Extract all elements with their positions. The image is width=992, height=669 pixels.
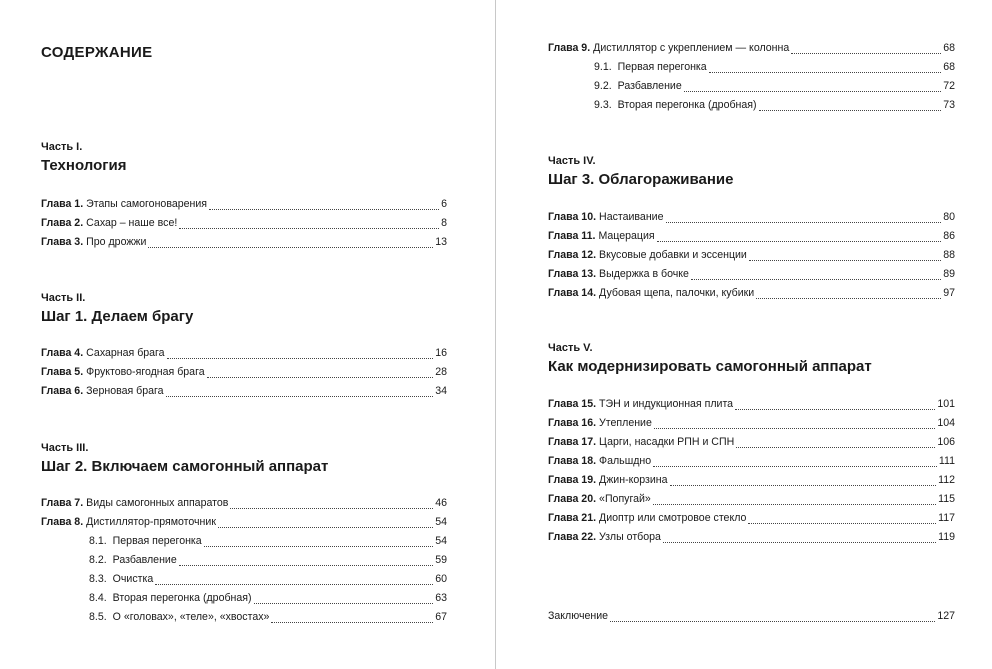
section-number: 8.3. <box>89 573 107 585</box>
entry-title: ТЭН и индукционная плита <box>599 398 734 410</box>
entry-title: Дистиллятор-прямоточник <box>86 516 216 528</box>
page-number: 28 <box>435 366 447 378</box>
dot-leader <box>657 241 942 242</box>
chapter-number: Глава 12. <box>548 249 597 261</box>
section-number: 9.2. <box>594 80 612 92</box>
entry-title: Зерновая брага <box>86 385 164 397</box>
page-number: 104 <box>937 417 955 429</box>
toc-entry[interactable] <box>548 455 955 471</box>
toc-entry[interactable] <box>41 198 447 214</box>
entry-title: Первая перегонка <box>112 535 202 547</box>
dot-leader <box>179 565 433 566</box>
dot-leader <box>230 508 433 509</box>
chapter-number: Глава 15. <box>548 398 597 410</box>
page-number: 54 <box>435 516 447 528</box>
toc-subentry[interactable] <box>89 573 447 589</box>
entry-title: Разбавление <box>112 554 177 566</box>
dot-leader <box>654 428 935 429</box>
page-number: 67 <box>435 611 447 623</box>
dot-leader <box>166 396 434 397</box>
toc-entry[interactable] <box>41 236 447 252</box>
dot-leader <box>207 377 434 378</box>
page-number: 73 <box>943 99 955 111</box>
dot-leader <box>254 603 434 604</box>
toc-entry[interactable] <box>548 42 955 58</box>
toc-entry[interactable] <box>548 230 955 246</box>
dot-leader <box>670 485 937 486</box>
dot-leader <box>791 53 941 54</box>
entry-title: Царги, насадки РПН и СПН <box>599 436 735 448</box>
chapter-number: Глава 10. <box>548 211 597 223</box>
part-label: Часть II. <box>41 292 86 304</box>
entry-title: Фальшдно <box>599 455 652 467</box>
toc-entry[interactable] <box>41 497 447 513</box>
dot-leader <box>749 260 941 261</box>
page-number: 68 <box>943 42 955 54</box>
dot-leader <box>709 72 942 73</box>
page-number: 119 <box>938 531 955 543</box>
part-label: Часть IV. <box>548 155 596 167</box>
entry-title: Мацерация <box>598 230 655 242</box>
entry-title: Заключение <box>548 610 609 622</box>
toc-entry[interactable] <box>41 516 447 532</box>
part-header <box>41 292 193 326</box>
entry-title: Очистка <box>112 573 154 585</box>
toc-subentry[interactable] <box>594 80 955 96</box>
entry-title: Фруктово-ягодная брага <box>86 366 205 378</box>
dot-leader <box>204 546 434 547</box>
dot-leader <box>610 621 935 622</box>
dot-leader <box>756 298 941 299</box>
dot-leader <box>663 542 936 543</box>
entry-title: Джин-корзина <box>599 474 668 486</box>
section-number: 9.3. <box>594 99 612 111</box>
entry-title: Сахарная брага <box>86 347 165 359</box>
section-number: 8.4. <box>89 592 107 604</box>
entry-title: Первая перегонка <box>617 61 707 73</box>
entry-title: Дистиллятор с укреплением — колонна <box>593 42 790 54</box>
toc-subentry[interactable] <box>594 99 955 115</box>
page-number: 127 <box>937 610 955 622</box>
toc-entry[interactable] <box>548 512 955 528</box>
page-number: 112 <box>938 474 955 486</box>
chapter-number: Глава 6. <box>41 385 84 397</box>
chapter-number: Глава 22. <box>548 531 597 543</box>
chapter-number: Глава 21. <box>548 512 597 524</box>
part-header <box>41 442 328 476</box>
chapter-number: Глава 8. <box>41 516 84 528</box>
toc-entry-conclusion[interactable] <box>548 610 955 626</box>
toc-entry[interactable] <box>548 249 955 265</box>
section-number: 9.1. <box>594 61 612 73</box>
chapter-number: Глава 1. <box>41 198 84 210</box>
dot-leader <box>684 91 941 92</box>
part-label: Часть V. <box>548 342 593 354</box>
entry-title: Дубовая щепа, палочки, кубики <box>599 287 755 299</box>
toc-entry[interactable] <box>41 366 447 382</box>
chapter-number: Глава 2. <box>41 217 84 229</box>
toc-entry[interactable] <box>41 217 447 233</box>
chapter-number: Глава 20. <box>548 493 597 505</box>
dot-leader <box>155 584 433 585</box>
page-spine <box>495 0 496 669</box>
dot-leader <box>218 527 433 528</box>
dot-leader <box>179 228 439 229</box>
dot-leader <box>748 523 936 524</box>
page-number: 46 <box>435 497 447 509</box>
part-header <box>548 342 872 376</box>
page-number: 86 <box>943 230 955 242</box>
page-number: 88 <box>943 249 955 261</box>
dot-leader <box>691 279 941 280</box>
page-number: 106 <box>937 436 955 448</box>
chapter-number: Глава 9. <box>548 42 591 54</box>
chapter-number: Глава 3. <box>41 236 84 248</box>
part-title: Как модернизировать самогонный аппарат <box>548 358 872 375</box>
toc-entry[interactable] <box>548 417 955 433</box>
entry-title: Разбавление <box>617 80 682 92</box>
part-label: Часть I. <box>41 141 83 153</box>
page-number: 54 <box>435 535 447 547</box>
chapter-number: Глава 4. <box>41 347 84 359</box>
toc-entry[interactable] <box>41 347 447 363</box>
part-title: Технология <box>41 157 127 174</box>
toc-entry[interactable] <box>548 268 955 284</box>
chapter-number: Глава 16. <box>548 417 597 429</box>
toc-entry[interactable] <box>41 385 447 401</box>
toc-entry[interactable] <box>548 474 955 490</box>
dot-leader <box>653 504 936 505</box>
page-number: 68 <box>943 61 955 73</box>
page-number: 13 <box>435 236 447 248</box>
entry-title: Вторая перегонка (дробная) <box>617 99 757 111</box>
part-header <box>548 155 734 189</box>
part-title: Шаг 2. Включаем самогонный аппарат <box>41 458 329 475</box>
part-header <box>41 141 126 175</box>
entry-title: Вторая перегонка (дробная) <box>112 592 252 604</box>
chapter-number: Глава 17. <box>548 436 597 448</box>
dot-leader <box>666 222 942 223</box>
toc-subentry[interactable] <box>594 61 955 77</box>
page-number: 63 <box>435 592 447 604</box>
entry-title: Настаивание <box>599 211 664 223</box>
dot-leader <box>148 247 433 248</box>
section-number: 8.1. <box>89 535 107 547</box>
chapter-number: Глава 5. <box>41 366 84 378</box>
dot-leader <box>735 409 935 410</box>
page-number: 111 <box>938 455 955 467</box>
entry-title: Вкусовые добавки и эссенции <box>599 249 747 261</box>
entry-title: Этапы самогоноварения <box>86 198 208 210</box>
toc-title: СОДЕРЖАНИЕ <box>41 44 153 61</box>
chapter-number: Глава 11. <box>548 230 596 242</box>
toc-entry[interactable] <box>548 531 955 547</box>
section-number: 8.2. <box>89 554 107 566</box>
dot-leader <box>736 447 935 448</box>
dot-leader <box>759 110 942 111</box>
section-number: 8.5. <box>89 611 107 623</box>
page-number: 60 <box>435 573 447 585</box>
entry-title: Узлы отбора <box>599 531 661 543</box>
page-number: 6 <box>441 198 447 210</box>
page-number: 80 <box>943 211 955 223</box>
part-title: Шаг 3. Облагораживание <box>548 171 734 188</box>
dot-leader <box>209 209 439 210</box>
entry-title: О «головах», «теле», «хвостах» <box>112 611 270 623</box>
entry-title: Выдержка в бочке <box>599 268 689 280</box>
toc-entry[interactable] <box>548 398 955 414</box>
chapter-number: Глава 14. <box>548 287 597 299</box>
page-number: 101 <box>937 398 955 410</box>
chapter-number: Глава 19. <box>548 474 597 486</box>
chapter-number: Глава 13. <box>548 268 597 280</box>
toc-entry[interactable] <box>548 211 955 227</box>
page-number: 115 <box>938 493 955 505</box>
entry-title: Сахар – наше все! <box>86 217 178 229</box>
entry-title: Про дрожжи <box>86 236 147 248</box>
page-number: 72 <box>943 80 955 92</box>
page-number: 8 <box>441 217 447 229</box>
toc-entry[interactable] <box>548 493 955 509</box>
page-number: 16 <box>435 347 447 359</box>
entry-title: Диоптр или смотровое стекло <box>599 512 747 524</box>
page-number: 97 <box>943 287 955 299</box>
entry-title: «Попугай» <box>599 493 651 505</box>
entry-title: Виды самогонных аппаратов <box>86 497 229 509</box>
toc-entry[interactable] <box>548 287 955 303</box>
chapter-number: Глава 18. <box>548 455 597 467</box>
dot-leader <box>653 466 937 467</box>
entry-title: Утепление <box>599 417 652 429</box>
part-title: Шаг 1. Делаем брагу <box>41 308 194 325</box>
dot-leader <box>167 358 434 359</box>
part-label: Часть III. <box>41 442 89 454</box>
dot-leader <box>271 622 433 623</box>
toc-subentry[interactable] <box>89 592 447 608</box>
toc-entry[interactable] <box>548 436 955 452</box>
toc-subentry[interactable] <box>89 554 447 570</box>
page-number: 59 <box>435 554 447 566</box>
page-number: 117 <box>938 512 955 524</box>
chapter-number: Глава 7. <box>41 497 84 509</box>
toc-subentry[interactable] <box>89 611 447 627</box>
page-number: 89 <box>943 268 955 280</box>
page-number: 34 <box>435 385 447 397</box>
toc-subentry[interactable] <box>89 535 447 551</box>
